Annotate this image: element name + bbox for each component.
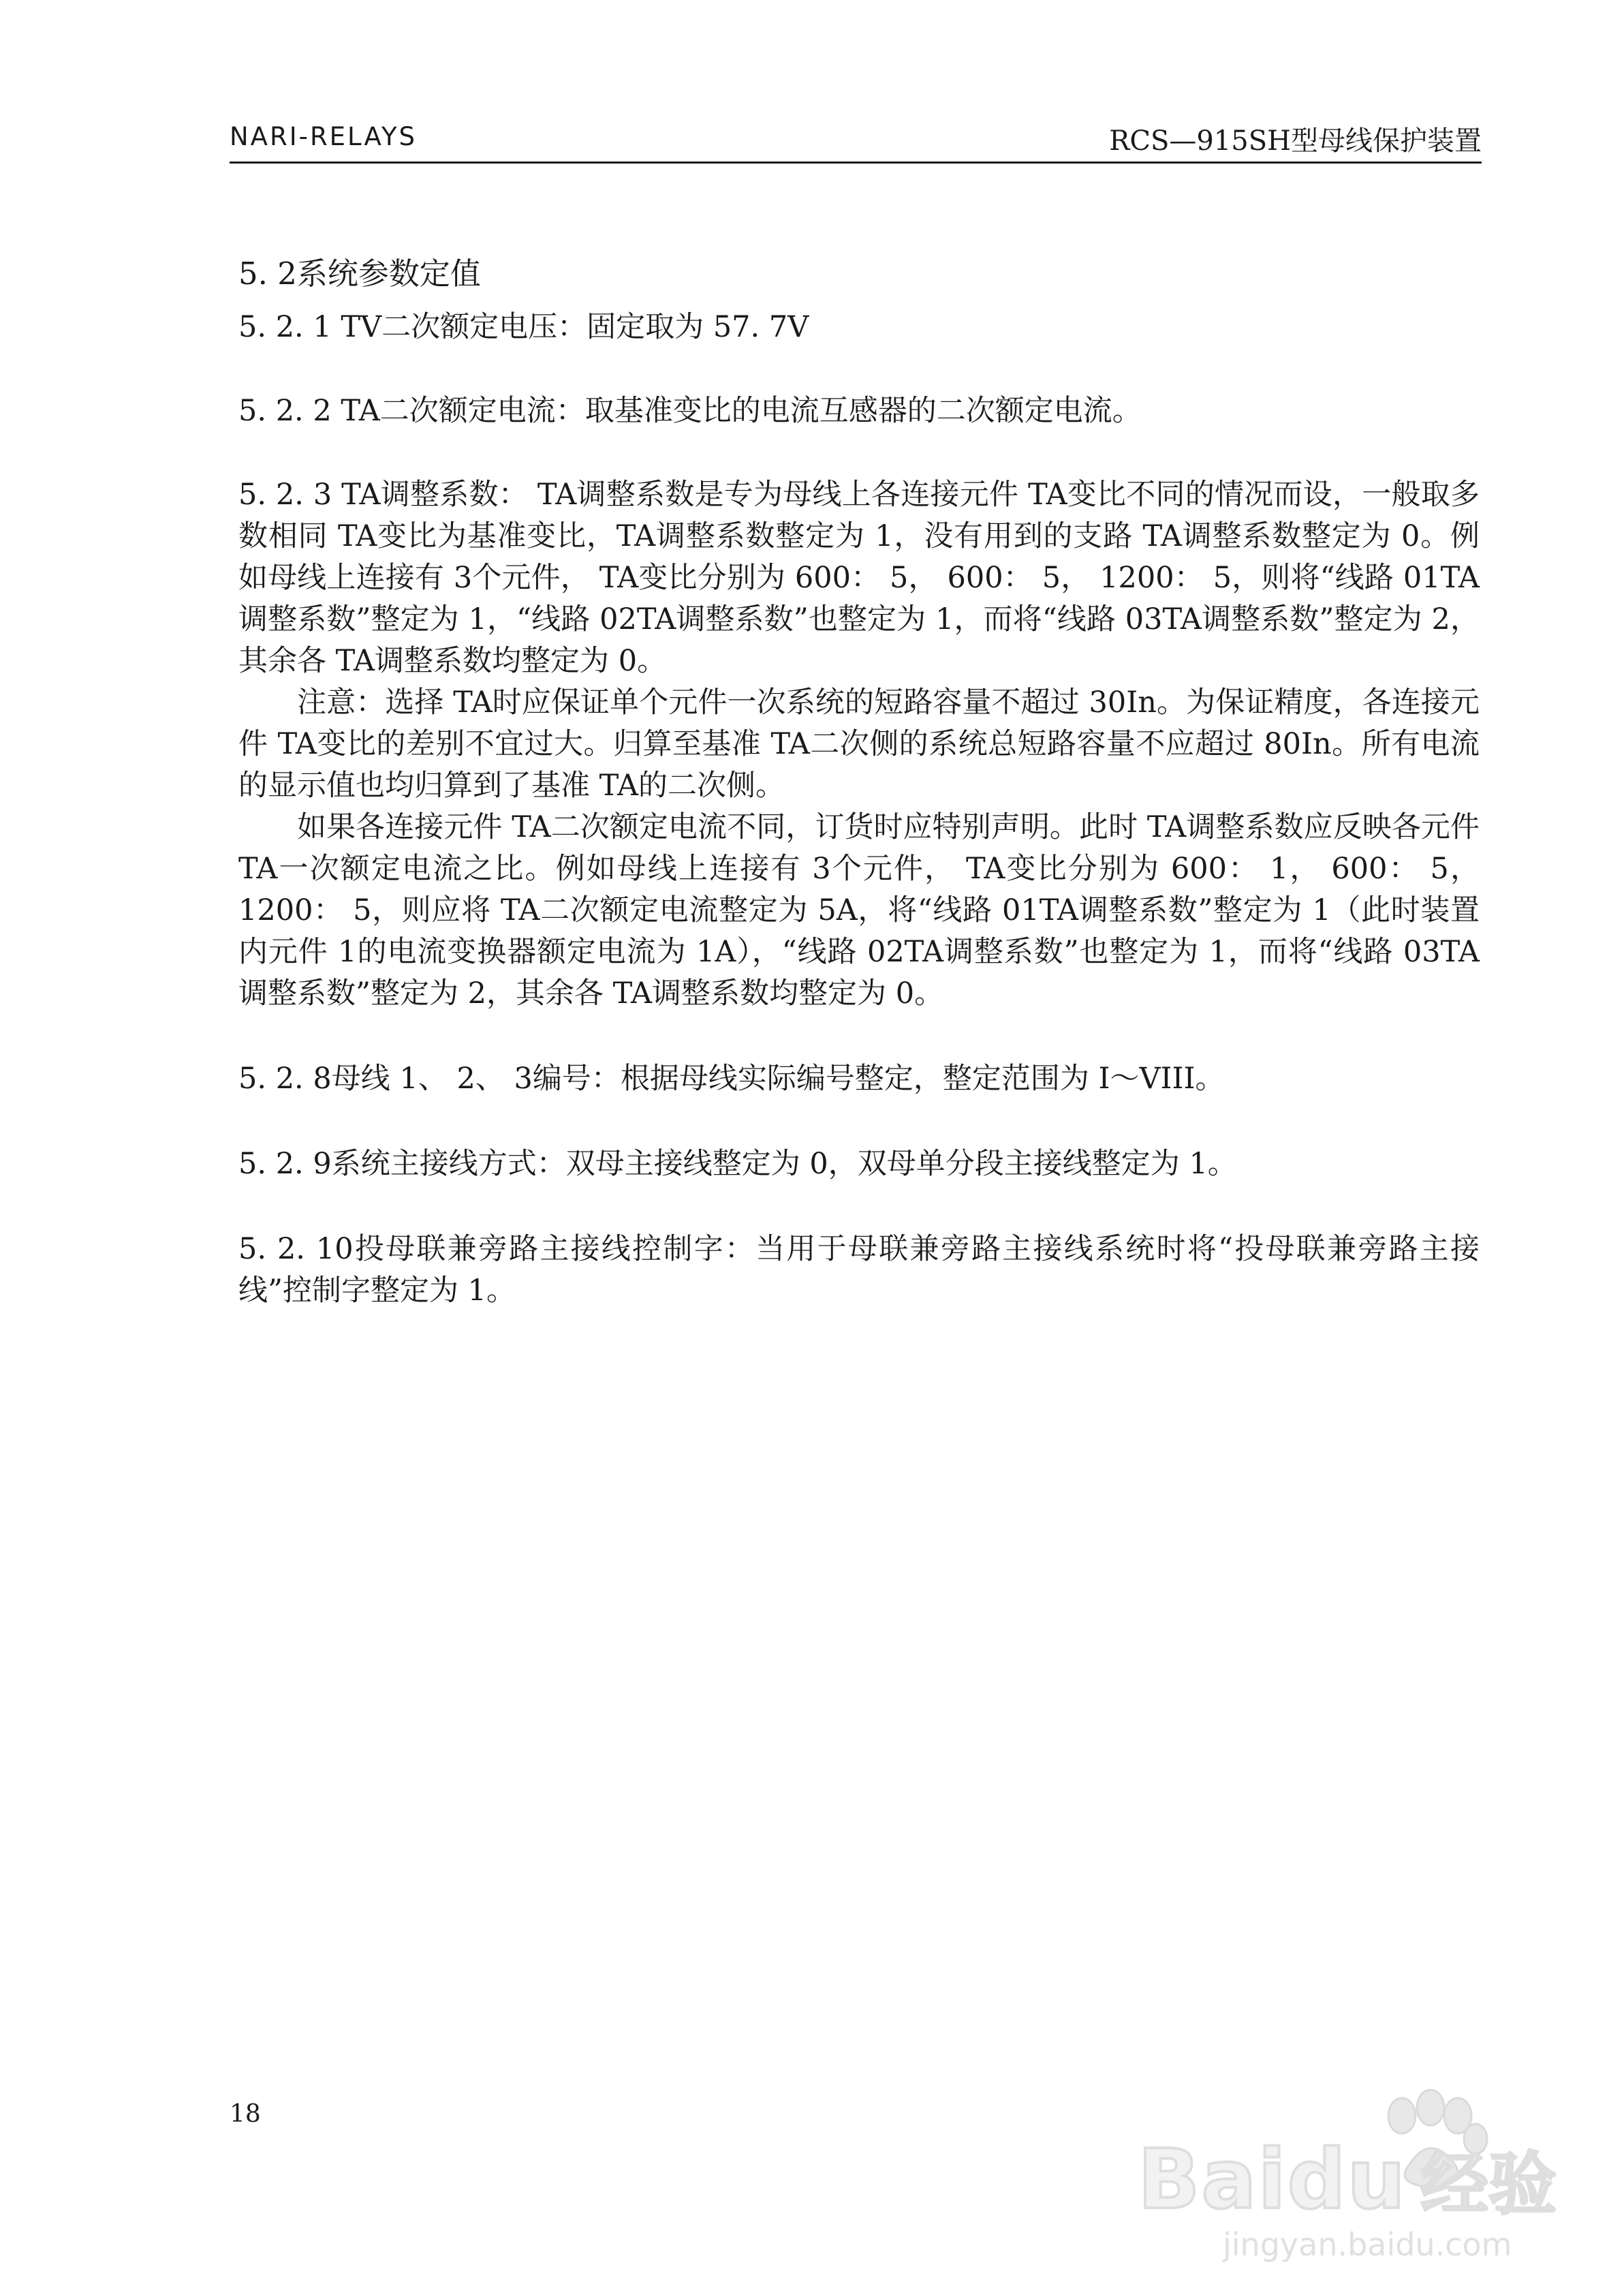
clause-note-1: 注意：选择 TA时应保证单个元件一次系统的短路容量不超过 30In。为保证精度，各连接元件 TA变比的差别不宜过大。归算至基准 TA二次侧的系统总短路容量不应超过 80In。所有电流的显示值也均归算到了基准 TA的二次侧。 [238,686,1480,803]
section-title: 5. 2系统参数定值 [238,256,481,292]
baidu-jingyan-watermark [1117,2061,1594,2266]
clause-5-2-10: 5. 2. 10投母联兼旁路主接线控制字：当用于母联兼旁路主接线系统时将“投母联兼旁路主接线”控制字整定为 1。 [238,1232,1480,1308]
clause-note-2: 如果各连接元件 TA二次额定电流不同，订货时应特别声明。此时 TA调整系数应反映各元件 TA一次额定电流之比。例如母线上连接有 3个元件， TA变比分别为 600： 1， 600： 5， 1200： 5，则应将 TA二次额定电流整定为 5A，将“线路 01TA调整系数”整定为 1（此时装置内元件 1的电流变换器额定电流为 1A），“线路 02TA调整系数”也整定为 1，而将“线路 03TA调整系数”整定为 2，其余各 TA调整系数均整定为 0。 [238,810,1480,1011]
clause-5-2-3: 5. 2. 3 TA调整系数： TA调整系数是专为母线上各连接元件 TA变比不同的情况而设，一般取多数相同 TA变比为基准变比，TA调整系数整定为 1，没有用到的支路 TA调整系数整定为 0。例如母线上连接有 3个元件， TA变比分别为 600： 5， 600： 5， 1200： 5，则将“线路 01TA调整系数”整定为 1，“线路 02TA调整系数”也整定为 1，而将“线路 03TA调整系数”整定为 2，其余各 TA调整系数均整定为 0。 [238,478,1480,678]
clause-5-2-8: 5. 2. 8母线 1、 2、 3编号：根据母线实际编号整定，整定范围为 I～VIII。 [238,1062,1225,1096]
page-header [230,119,1482,161]
header-document-title: RCS—915SH型母线保护装置 [1109,125,1482,157]
svg-text:经验: 经验 [1420,2144,1557,2224]
clause-5-2-2: 5. 2. 2 TA二次额定电流：取基准变比的电流互感器的二次额定电流。 [238,394,1142,428]
clause-5-2-1: 5. 2. 1 TV二次额定电压：固定取为 57. 7V [238,310,809,344]
svg-text:Baidu: Baidu [1138,2133,1407,2228]
clause-5-2-9: 5. 2. 9系统主接线方式：双母主接线整定为 0，双母单分段主接线整定为 1。 [238,1147,1237,1181]
document-body [238,252,1480,1312]
header-rule [230,161,1482,164]
page-number: 18 [230,2100,261,2128]
svg-text:jingyan.baidu.com: jingyan.baidu.com [1223,2226,1512,2263]
header-company: NARI-RELAYS [230,122,418,151]
